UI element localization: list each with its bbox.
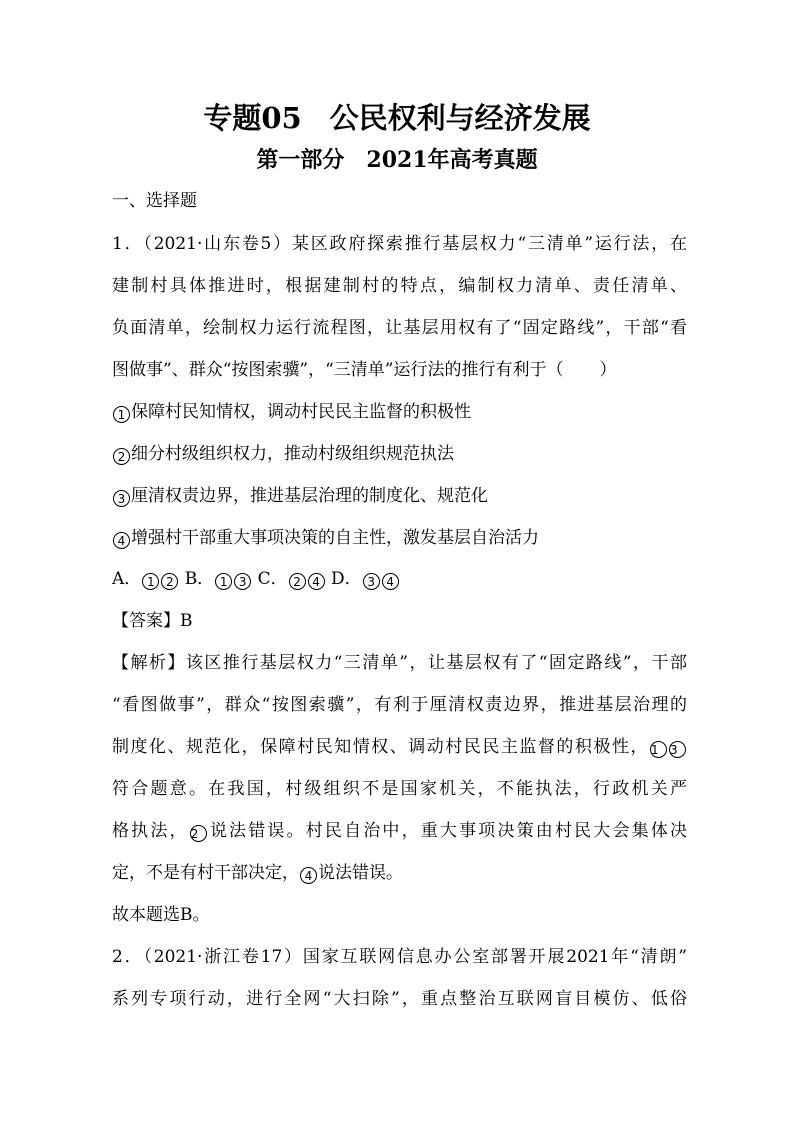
circled-number-icon: 2 [113, 448, 130, 465]
page-subtitle [0, 143, 794, 177]
q1-analysis-line-5-a: 格执法， [112, 821, 189, 841]
q2-stem-line-2: 系列专项行动，进行全网“大扫除”，重点整治互联网盲目模仿、低俗 [112, 989, 687, 1009]
choice-c-letter: C． [257, 569, 288, 589]
section-heading: 一、选择题 [112, 191, 197, 211]
circled-number-icon: 1 [142, 573, 159, 590]
q1-analysis-line-5-b: 说法错误。村民自治中，重大事项决策由村民大会集体决 [207, 821, 687, 841]
subtitle-part1: 第一部分 [256, 147, 345, 173]
q1-option-2-text: 细分村级组织权力，推动村级组织规范执法 [131, 444, 454, 464]
q1-conclusion: 故本题选B。 [112, 905, 210, 925]
q1-analysis-line-1: 【解析】该区推行基层权力“三清单”，让基层权有了“固定路线”，干部 [112, 653, 687, 673]
q1-stem-line-4-text: 图做事”、群众“按图索骥”，“三清单”运行法的推行有利于（ [112, 360, 564, 380]
circled-number-icon: 3 [234, 573, 251, 590]
circled-number-icon: 4 [113, 532, 130, 549]
q1-option-2 [112, 441, 687, 467]
q1-analysis-line-3 [112, 734, 687, 760]
q1-analysis-line-6-a: 定，不是有村干部决定， [112, 863, 299, 883]
q1-option-3-text: 厘清权责边界，推进基层治理的制度化、规范化 [131, 486, 488, 506]
circled-number-icon: 4 [308, 573, 325, 590]
circled-number-icon: 3 [669, 741, 686, 758]
q1-option-3 [112, 483, 687, 509]
circled-number-icon: 4 [382, 573, 399, 590]
circled-number-icon: 1 [215, 573, 232, 590]
circled-number-icon: 2 [190, 825, 207, 842]
q2-stem-line-1: 2．（2021·浙江卷17）国家互联网信息办公室部署开展2021年“清朗” [112, 947, 687, 967]
subtitle-part2: 2021年高考真题 [366, 147, 538, 173]
q1-option-1 [112, 399, 687, 425]
choice-b-letter: B． [184, 569, 215, 589]
choice-a-letter: A． [112, 569, 142, 589]
circled-number-icon: 4 [300, 867, 317, 884]
q1-answer: 【答案】B [112, 611, 193, 631]
circled-number-icon: 2 [289, 573, 306, 590]
q1-option-4 [112, 525, 687, 551]
title-part1: 专题05 [203, 101, 302, 135]
q1-analysis-line-6-b: 说法错误。 [318, 863, 403, 883]
q1-analysis-line-3-text: 制度化、规范化，保障村民知情权、调动村民民主监督的积极性， [112, 737, 649, 757]
q1-analysis-line-6 [112, 860, 687, 886]
q1-analysis-line-5 [112, 818, 687, 844]
q1-stem-line-1: 1．（2021·山东卷5）某区政府探索推行基层权力“三清单”运行法，在 [112, 234, 687, 254]
page-title [0, 98, 794, 138]
circled-number-icon: 3 [363, 573, 380, 590]
q1-stem-line-3: 负面清单，绘制权力运行流程图，让基层用权有了“固定路线”，干部“看 [112, 318, 687, 338]
q1-option-4-text: 增强村干部重大事项决策的自主性，激发基层自治活力 [131, 528, 539, 548]
circled-number-icon: 2 [161, 573, 178, 590]
title-part2: 公民权利与经济发展 [329, 101, 591, 135]
q1-option-1-text: 保障村民知情权，调动村民民主监督的积极性 [131, 402, 471, 422]
q1-stem-line-4 [112, 357, 687, 383]
q1-analysis-line-4: 符合题意。在我国，村级组织不是国家机关，不能执法，行政机关严 [112, 779, 687, 799]
q1-bracket-close: ） [599, 360, 617, 380]
circled-number-icon: 3 [113, 490, 130, 507]
q1-choices [112, 566, 687, 592]
q1-stem-line-2: 建制村具体推进时，根据建制村的特点，编制权力清单、责任清单、 [112, 276, 687, 296]
q1-analysis-line-2: “看图做事”，群众“按图索骥”，有利于厘清权责边界，推进基层治理的 [112, 695, 687, 715]
choice-d-letter: D． [331, 569, 362, 589]
circled-number-icon: 1 [113, 406, 130, 423]
circled-number-icon: 1 [650, 741, 667, 758]
